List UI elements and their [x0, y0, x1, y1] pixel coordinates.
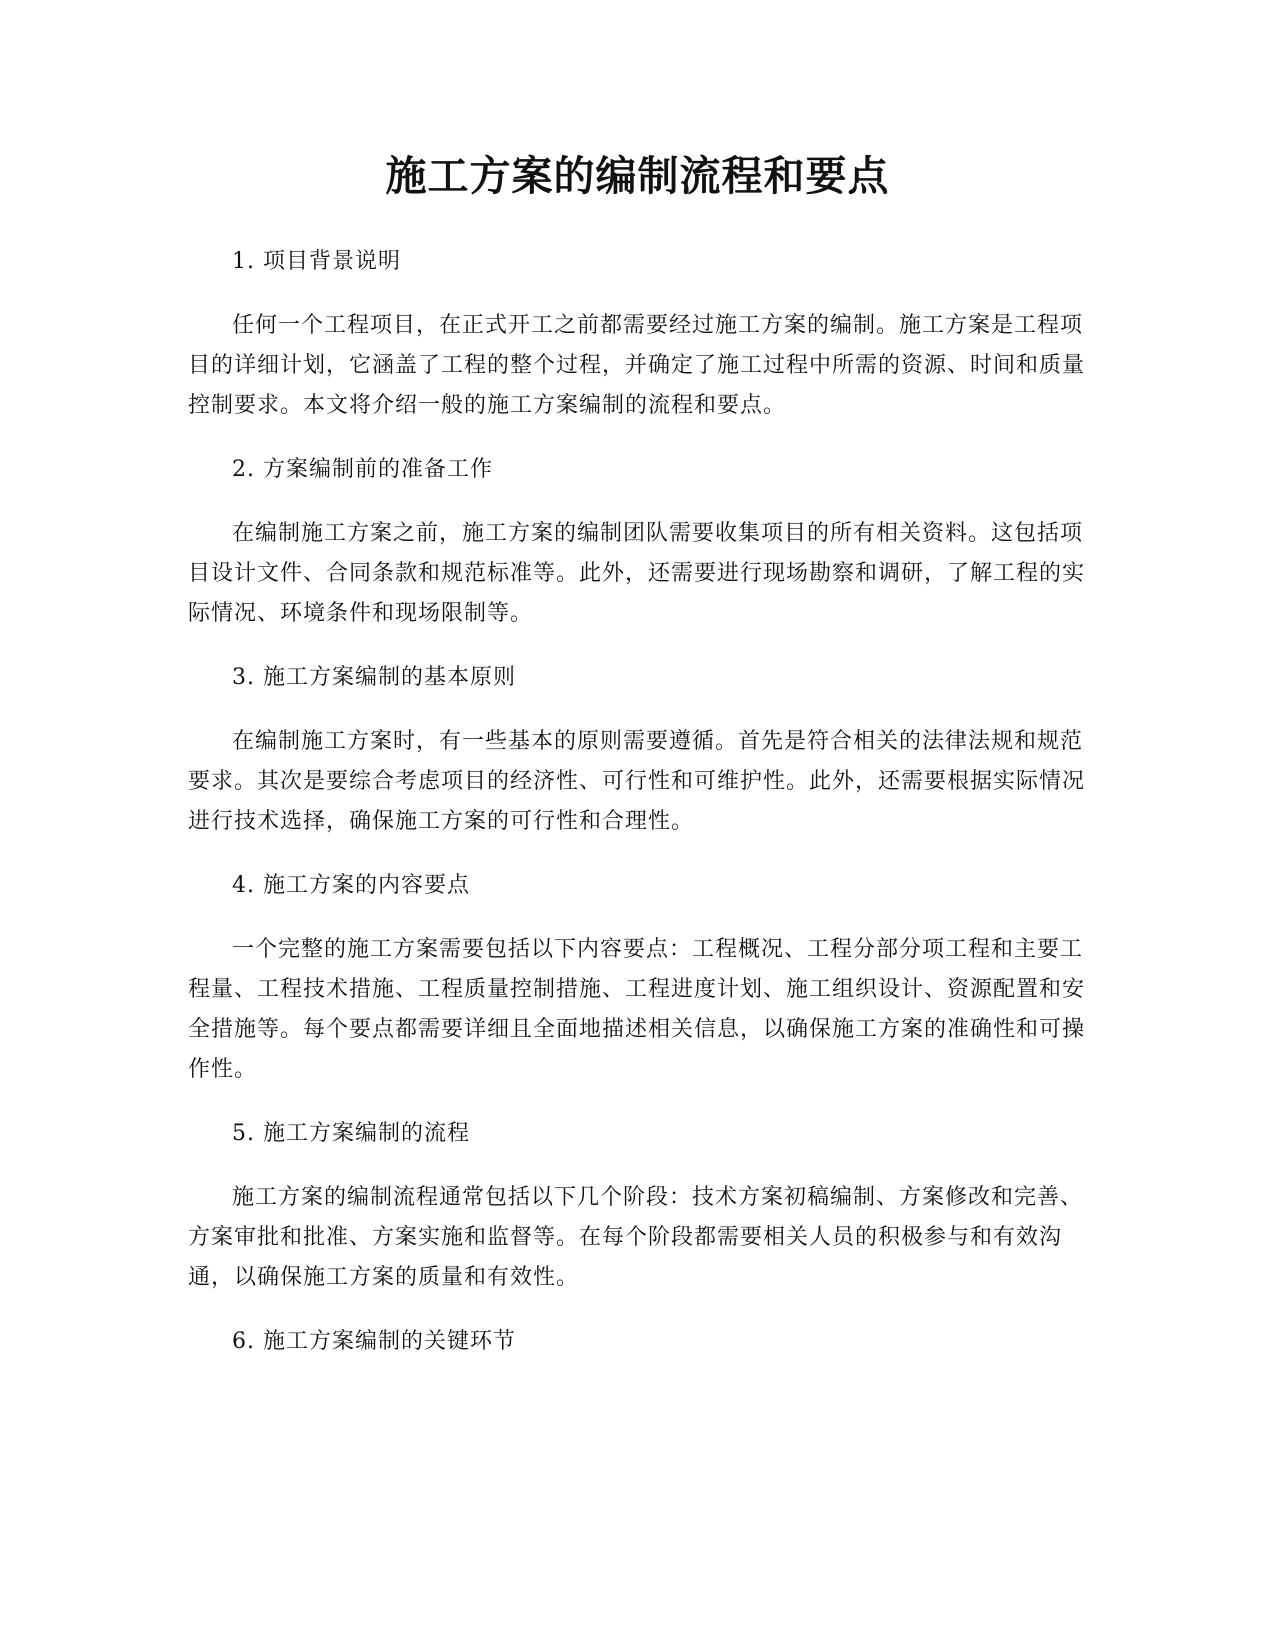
page-title: 施工方案的编制流程和要点 [385, 152, 890, 200]
section-heading-1: 1. 项目背景说明 [232, 249, 401, 274]
section-paragraph-1: 任何一个工程项目，在正式开工之前都需要经过施工方案的编制。施工方案是工程项目的详细计划，它涵盖了工程的整个过程，并确定了施工过程中所需的资源、时间和质量控制要求。本文将介绍一般的施工方案编制的流程和要点。 [188, 313, 1086, 418]
section-paragraph-5: 施工方案的编制流程通常包括以下几个阶段：技术方案初稿编制、方案修改和完善、方案审批和批准、方案实施和监督等。在每个阶段都需要相关人员的积极参与和有效沟通，以确保施工方案的质量和有效性。 [188, 1185, 1084, 1290]
section-paragraph-3: 在编制施工方案时，有一些基本的原则需要遵循。首先是符合相关的法律法规和规范要求。其次是要综合考虑项目的经济性、可行性和可维护性。此外，还需要根据实际情况进行技术选择，确保施工方案的可行性和合理性。 [188, 729, 1086, 834]
section-heading-4: 4. 施工方案的内容要点 [232, 873, 470, 898]
section-paragraph-4: 一个完整的施工方案需要包括以下内容要点：工程概况、工程分部分项工程和主要工程量、工程技术措施、工程质量控制措施、工程进度计划、施工组织设计、资源配置和安全措施等。每个要点都需要详细且全面地描述相关信息，以确保施工方案的准确性和可操作性。 [188, 937, 1086, 1082]
section-heading-6: 6. 施工方案编制的关键环节 [232, 1329, 516, 1354]
section-heading-5: 5. 施工方案编制的流程 [232, 1121, 470, 1146]
document-body [188, 242, 1088, 1362]
section-heading-2: 2. 方案编制前的准备工作 [232, 457, 493, 482]
section-paragraph-2: 在编制施工方案之前，施工方案的编制团队需要收集项目的所有相关资料。这包括项目设计文件、合同条款和规范标准等。此外，还需要进行现场勘察和调研，了解工程的实际情况、环境条件和现场限制等。 [188, 521, 1086, 626]
section-heading-3: 3. 施工方案编制的基本原则 [232, 665, 516, 690]
